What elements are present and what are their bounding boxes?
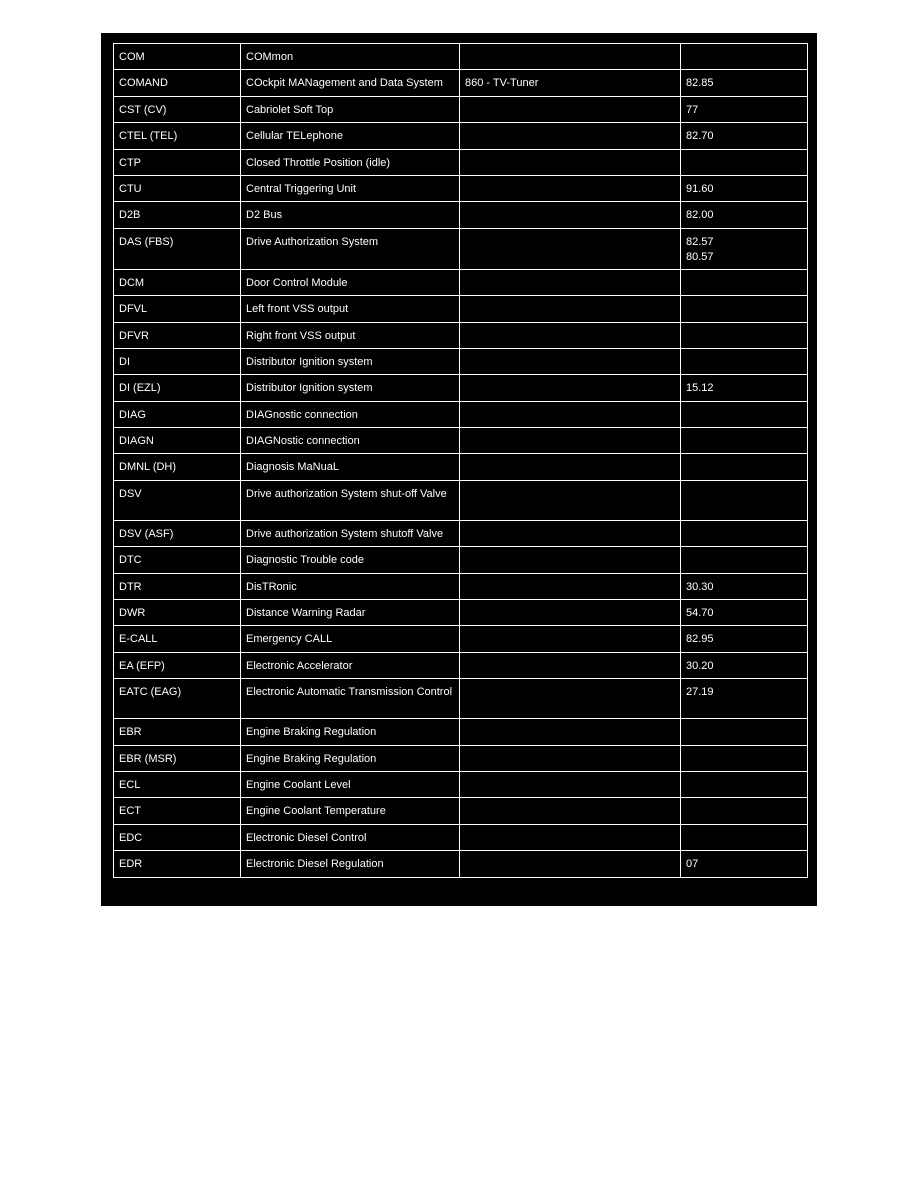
table-row [114, 123, 808, 149]
reference-cell [681, 202, 808, 228]
note-cell [460, 626, 681, 652]
meaning-cell: Electronic Accelerator [241, 652, 460, 678]
table-row [114, 798, 808, 824]
note-cell [460, 123, 681, 149]
meaning-cell: Cellular TELephone [241, 123, 460, 149]
abbreviation-cell: EDC [114, 824, 241, 850]
meaning-cell: Emergency CALL [241, 626, 460, 652]
abbreviation-cell: DI (EZL) [114, 375, 241, 401]
table-row [114, 547, 808, 573]
note-cell: 860 - TV-Tuner [460, 70, 681, 96]
abbreviation-cell: EBR [114, 719, 241, 745]
table-row [114, 70, 808, 96]
abbreviation-cell: EBR (MSR) [114, 745, 241, 771]
reference-number: 77 [686, 103, 699, 116]
note-cell [460, 175, 681, 201]
abbreviation-cell: DIAGN [114, 428, 241, 454]
abbreviations-table-body [114, 44, 808, 878]
reference-number: 15.12 [686, 382, 714, 395]
reference-number: 54.70 [686, 607, 714, 620]
table-row [114, 745, 808, 771]
meaning-cell: Closed Throttle Position (idle) [241, 149, 460, 175]
reference-cell [681, 149, 808, 175]
abbreviation-cell: DWR [114, 600, 241, 626]
meaning-cell: Right front VSS output [241, 322, 460, 348]
abbreviation-cell: DI [114, 348, 241, 374]
note-cell [460, 96, 681, 122]
note-cell [460, 149, 681, 175]
note-cell [460, 547, 681, 573]
abbreviation-cell: CST (CV) [114, 96, 241, 122]
note-cell [460, 652, 681, 678]
note-cell [460, 745, 681, 771]
reference-cell [681, 652, 808, 678]
meaning-cell: COMmon [241, 44, 460, 70]
reference-number: 30.20 [686, 659, 714, 672]
reference-cell [681, 824, 808, 850]
reference-cell [681, 175, 808, 201]
reference-cell [681, 428, 808, 454]
reference-cell [681, 520, 808, 546]
reference-cell [681, 573, 808, 599]
reference-cell [681, 44, 808, 70]
reference-cell [681, 228, 808, 269]
meaning-cell: Drive authorization System shutoff Valve [241, 520, 460, 546]
abbreviation-cell: DSV [114, 480, 241, 520]
reference-cell [681, 798, 808, 824]
note-cell [460, 798, 681, 824]
note-cell [460, 480, 681, 520]
table-row [114, 401, 808, 427]
table-row [114, 202, 808, 228]
meaning-cell: Engine Coolant Level [241, 771, 460, 797]
abbreviation-cell: DIAG [114, 401, 241, 427]
abbreviation-cell: D2B [114, 202, 241, 228]
reference-number: 82.57 [686, 235, 714, 248]
table-row [114, 771, 808, 797]
reference-cell [681, 745, 808, 771]
meaning-cell: D2 Bus [241, 202, 460, 228]
table-row [114, 269, 808, 295]
abbreviation-cell: EDR [114, 851, 241, 877]
reference-number: 82.95 [686, 633, 714, 646]
abbreviation-cell: CTP [114, 149, 241, 175]
table-row [114, 296, 808, 322]
reference-cell [681, 771, 808, 797]
abbreviation-cell: COM [114, 44, 241, 70]
reference-cell [681, 269, 808, 295]
meaning-cell: DIAGnostic connection [241, 401, 460, 427]
table-row [114, 454, 808, 480]
abbreviation-cell: DFVL [114, 296, 241, 322]
document-page [101, 33, 817, 906]
note-cell [460, 771, 681, 797]
reference-number: 82.85 [686, 77, 714, 90]
reference-cell [681, 480, 808, 520]
meaning-cell: COckpit MANagement and Data System [241, 70, 460, 96]
abbreviation-cell: COMAND [114, 70, 241, 96]
abbreviation-cell: DTC [114, 547, 241, 573]
reference-number: 82.00 [686, 209, 714, 222]
note-cell [460, 296, 681, 322]
abbreviation-cell: DCM [114, 269, 241, 295]
table-row [114, 44, 808, 70]
reference-cell [681, 375, 808, 401]
table-row [114, 428, 808, 454]
reference-number: 91.60 [686, 182, 714, 195]
meaning-cell: Cabriolet Soft Top [241, 96, 460, 122]
table-row [114, 228, 808, 269]
meaning-cell: Central Triggering Unit [241, 175, 460, 201]
meaning-cell: Distributor Ignition system [241, 348, 460, 374]
reference-number: 27.19 [686, 686, 714, 699]
reference-cell [681, 348, 808, 374]
reference-cell [681, 547, 808, 573]
note-cell [460, 322, 681, 348]
reference-number: 80.57 [686, 250, 714, 263]
table-row [114, 96, 808, 122]
abbreviation-cell: DAS (FBS) [114, 228, 241, 269]
meaning-cell: Distance Warning Radar [241, 600, 460, 626]
reference-cell [681, 454, 808, 480]
meaning-cell: Drive Authorization System [241, 228, 460, 269]
reference-cell [681, 851, 808, 877]
reference-cell [681, 626, 808, 652]
reference-cell [681, 296, 808, 322]
meaning-cell: Drive authorization System shut-off Valve [241, 480, 460, 520]
reference-cell [681, 322, 808, 348]
meaning-cell: Engine Coolant Temperature [241, 798, 460, 824]
reference-cell [681, 401, 808, 427]
table-row [114, 375, 808, 401]
table-row [114, 480, 808, 520]
note-cell [460, 851, 681, 877]
note-cell [460, 719, 681, 745]
table-row [114, 626, 808, 652]
abbreviation-cell: CTU [114, 175, 241, 201]
note-cell [460, 202, 681, 228]
reference-cell [681, 96, 808, 122]
abbreviation-cell: DSV (ASF) [114, 520, 241, 546]
meaning-cell: Engine Braking Regulation [241, 745, 460, 771]
meaning-cell: Engine Braking Regulation [241, 719, 460, 745]
abbreviation-cell: E-CALL [114, 626, 241, 652]
note-cell [460, 824, 681, 850]
meaning-cell: Electronic Diesel Regulation [241, 851, 460, 877]
reference-number: 07 [686, 858, 699, 871]
meaning-cell: Distributor Ignition system [241, 375, 460, 401]
note-cell [460, 454, 681, 480]
meaning-cell: Diagnosis MaNuaL [241, 454, 460, 480]
meaning-cell: Electronic Automatic Transmission Control [241, 679, 460, 719]
table-row [114, 348, 808, 374]
reference-cell [681, 70, 808, 96]
meaning-cell: DIAGNostic connection [241, 428, 460, 454]
table-row [114, 719, 808, 745]
reference-cell [681, 719, 808, 745]
note-cell [460, 600, 681, 626]
abbreviation-cell: ECL [114, 771, 241, 797]
reference-cell [681, 600, 808, 626]
abbreviation-cell: EA (EFP) [114, 652, 241, 678]
abbreviation-cell: DMNL (DH) [114, 454, 241, 480]
reference-cell [681, 679, 808, 719]
note-cell [460, 679, 681, 719]
meaning-cell: Left front VSS output [241, 296, 460, 322]
table-row [114, 175, 808, 201]
abbreviation-cell: DTR [114, 573, 241, 599]
table-row [114, 520, 808, 546]
table-row [114, 573, 808, 599]
meaning-cell: Diagnostic Trouble code [241, 547, 460, 573]
table-row [114, 679, 808, 719]
table-row [114, 600, 808, 626]
note-cell [460, 228, 681, 269]
meaning-cell: Electronic Diesel Control [241, 824, 460, 850]
meaning-cell: Door Control Module [241, 269, 460, 295]
note-cell [460, 375, 681, 401]
table-row [114, 149, 808, 175]
reference-cell [681, 123, 808, 149]
meaning-cell: DisTRonic [241, 573, 460, 599]
abbreviations-table [113, 43, 808, 878]
table-row [114, 652, 808, 678]
table-row [114, 824, 808, 850]
reference-number: 30.30 [686, 580, 714, 593]
abbreviation-cell: ECT [114, 798, 241, 824]
note-cell [460, 573, 681, 599]
note-cell [460, 269, 681, 295]
note-cell [460, 401, 681, 427]
table-row [114, 322, 808, 348]
abbreviation-cell: DFVR [114, 322, 241, 348]
reference-number: 82.70 [686, 130, 714, 143]
abbreviation-cell: CTEL (TEL) [114, 123, 241, 149]
note-cell [460, 348, 681, 374]
note-cell [460, 44, 681, 70]
table-row [114, 851, 808, 877]
note-cell [460, 428, 681, 454]
note-cell [460, 520, 681, 546]
abbreviation-cell: EATC (EAG) [114, 679, 241, 719]
